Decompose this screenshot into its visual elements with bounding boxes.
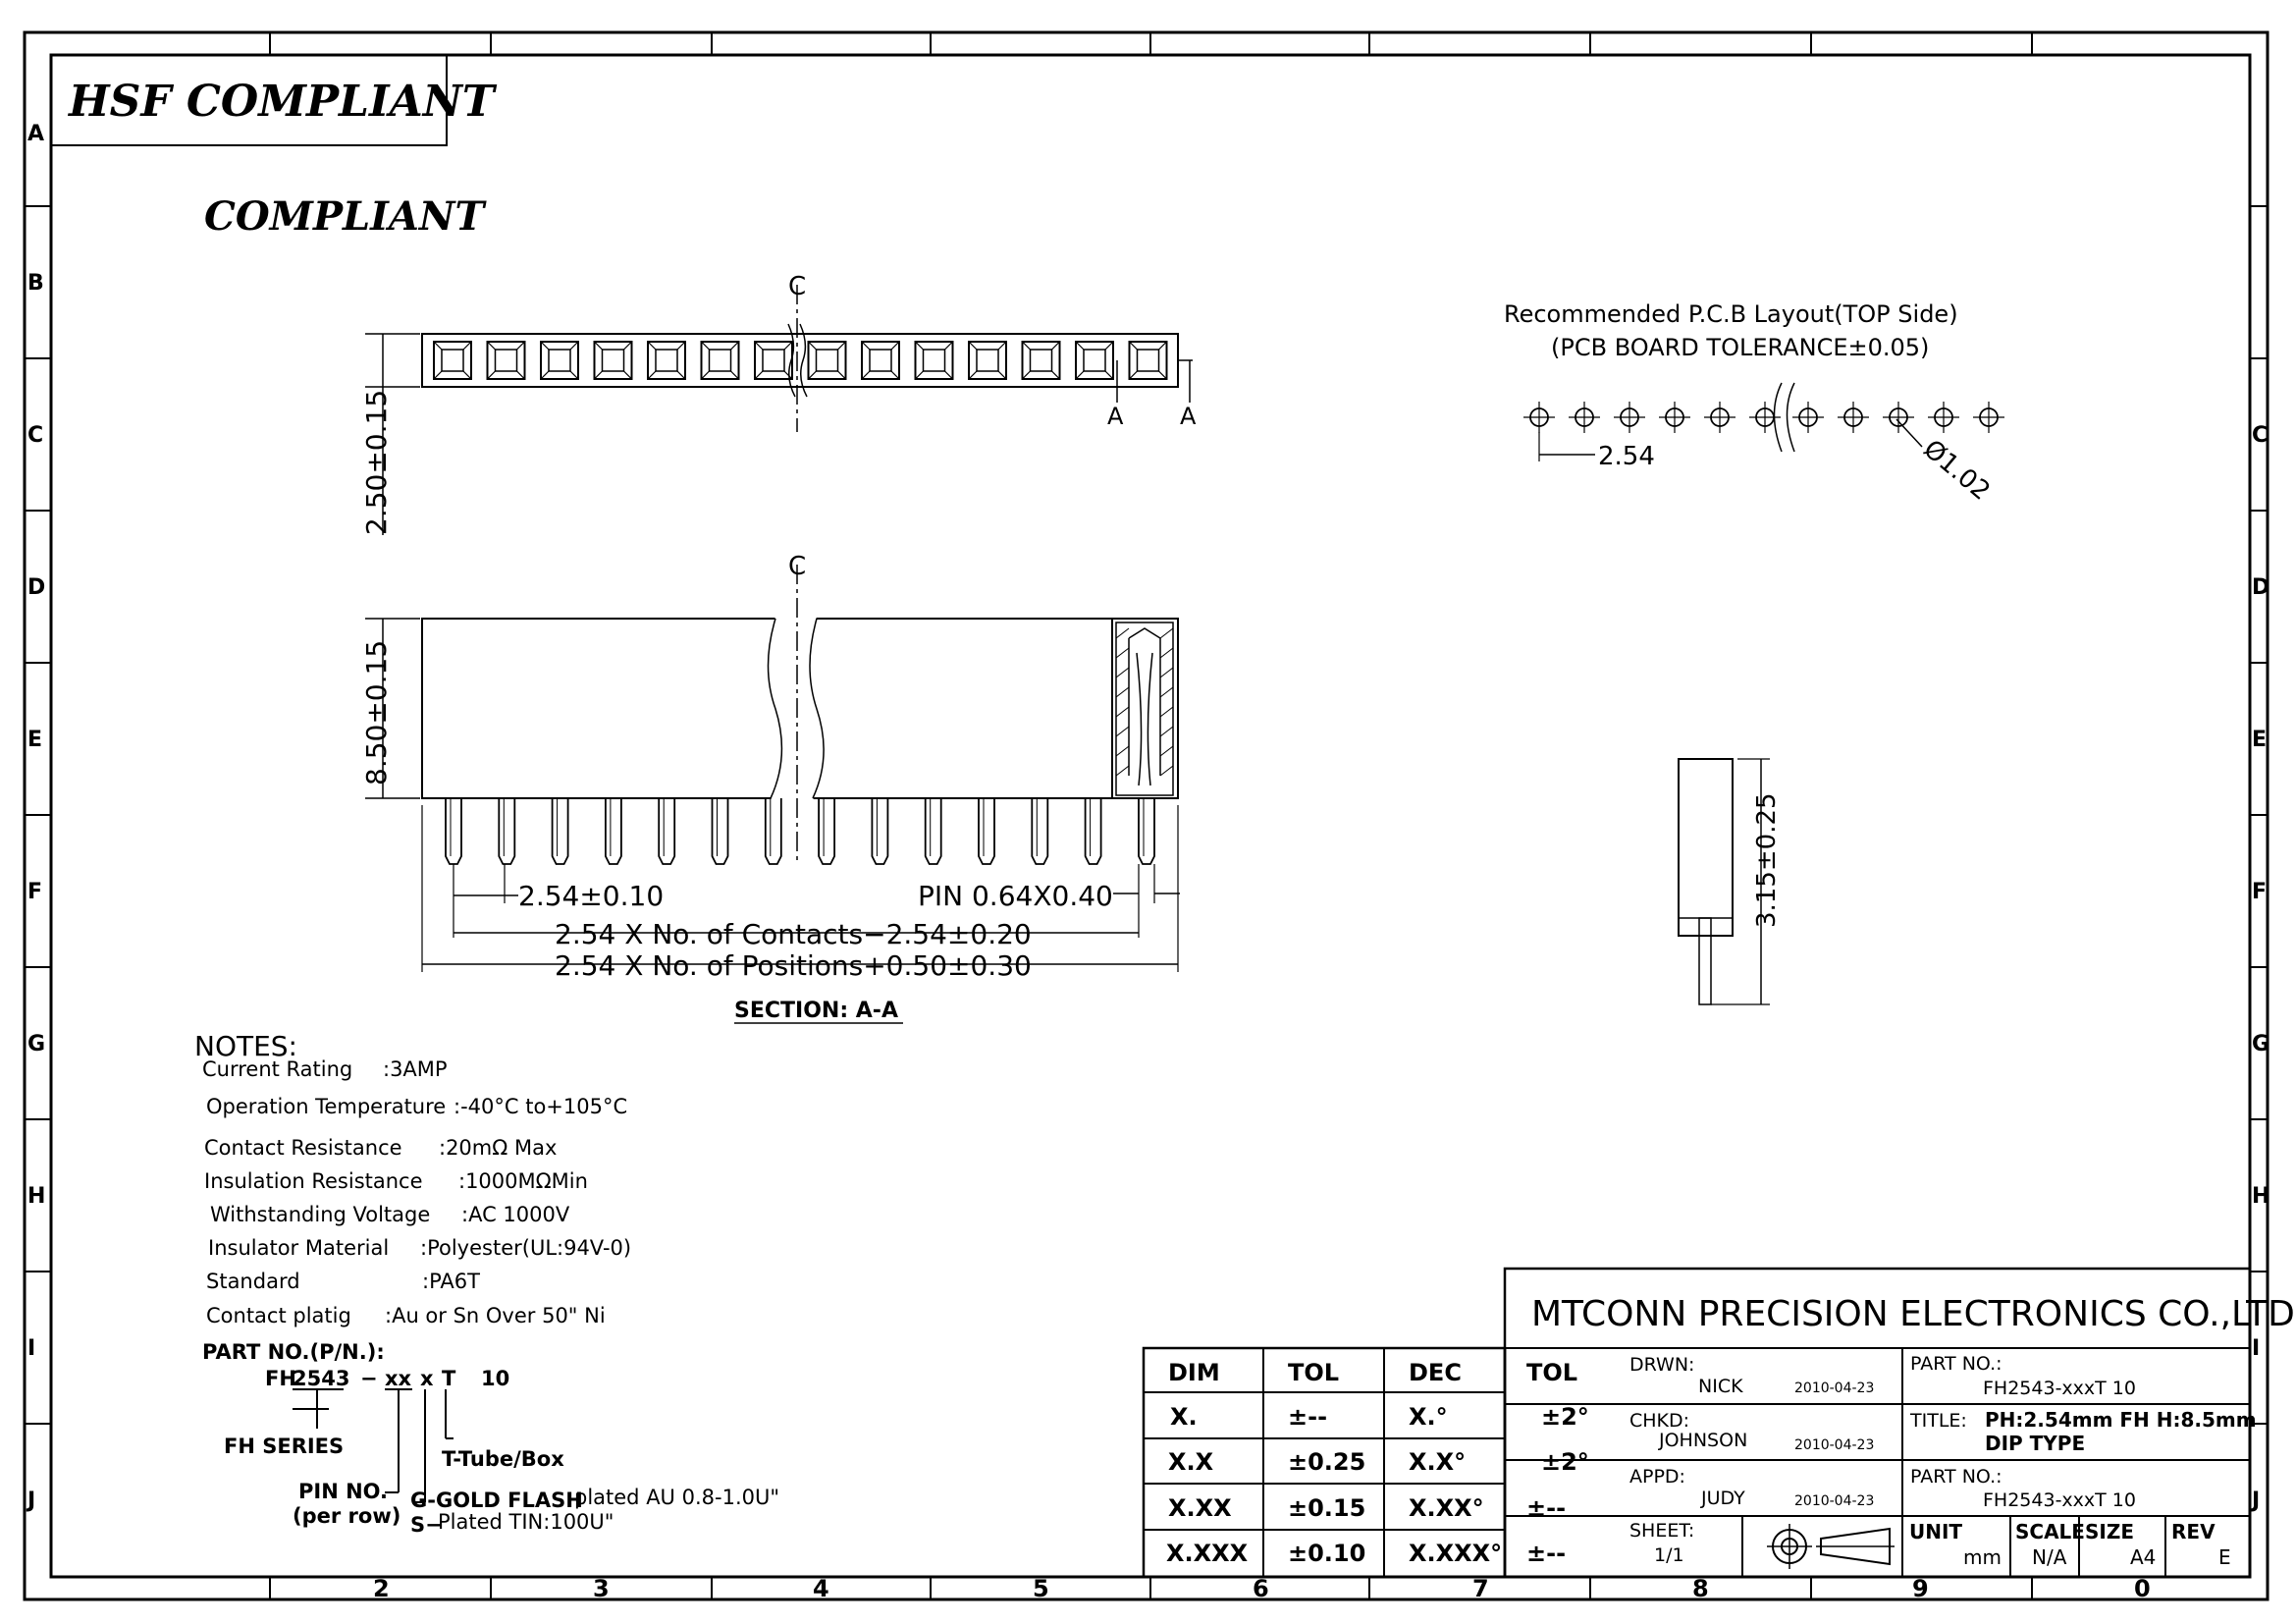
zone-letter-left: H — [27, 1184, 46, 1209]
table-cell: ±-- — [1288, 1403, 1328, 1431]
note-value: :AC 1000V — [461, 1203, 570, 1226]
chkd-date: 2010-04-23 — [1794, 1437, 1875, 1453]
zone-letter-left: E — [27, 728, 43, 752]
connector-front-view — [360, 552, 1180, 1023]
zone-number: 4 — [813, 1575, 829, 1602]
note-label: Insulation Resistance — [204, 1169, 423, 1193]
chkd-name: JOHNSON — [1659, 1430, 1748, 1451]
note-value: :20mΩ Max — [439, 1136, 558, 1160]
table-cell: X.XXX° — [1409, 1540, 1503, 1567]
centerline-label-front: C — [788, 552, 807, 581]
zone-number: 0 — [2134, 1575, 2151, 1602]
note-label: Withstanding Voltage — [210, 1203, 431, 1226]
section-a-left-label: A — [1107, 403, 1124, 430]
zone-letter-right: J — [2252, 1489, 2261, 1513]
zone-letter-left: G — [27, 1032, 46, 1056]
note-label: Insulator Material — [208, 1236, 390, 1260]
pin — [872, 798, 887, 864]
note-value: :-40°C to+105°C — [454, 1095, 628, 1118]
pin — [713, 798, 728, 864]
tin-code-label: S− — [410, 1513, 443, 1537]
pin — [979, 798, 994, 864]
size-label: SIZE — [2085, 1520, 2135, 1543]
gold-plating-detail: plated AU 0.8-1.0U" — [574, 1486, 780, 1509]
compliant-label: COMPLIANT — [204, 193, 485, 240]
table-cell: X.XXX — [1166, 1540, 1249, 1567]
table-cell: ±-- — [1526, 1494, 1567, 1522]
drwn-name: NICK — [1698, 1376, 1743, 1397]
pitch-dim: 2.54±0.10 — [518, 880, 665, 912]
projection-symbol-icon — [1767, 1524, 1895, 1569]
note-value: :Au or Sn Over 50" Ni — [385, 1304, 606, 1327]
side-view — [1679, 759, 1782, 1004]
part-code-package: T — [442, 1367, 456, 1390]
zone-number: 7 — [1472, 1575, 1489, 1602]
pcb-tolerance-note: (PCB BOARD TOLERANCE±0.05) — [1551, 334, 1930, 361]
pin — [446, 798, 461, 864]
note-value: :1000MΩMin — [458, 1169, 588, 1193]
chkd-label: CHKD: — [1629, 1410, 1690, 1432]
partno2-label: PART NO.: — [1910, 1466, 2002, 1488]
sheet-label: SHEET: — [1629, 1520, 1695, 1542]
fh-series-label: FH SERIES — [224, 1435, 345, 1458]
note-label: Current Rating — [202, 1057, 353, 1081]
table-cell: X.X° — [1409, 1448, 1467, 1476]
rev-value: E — [2218, 1545, 2231, 1569]
pin — [1032, 798, 1047, 864]
appd-date: 2010-04-23 — [1794, 1493, 1875, 1509]
zone-letter-right: D — [2252, 575, 2270, 600]
pin — [659, 798, 674, 864]
part-code-series: 2543 — [293, 1367, 350, 1390]
note-value: :PA6T — [422, 1270, 480, 1293]
positions-dim: 2.54 X No. of Positions+0.50±0.30 — [555, 949, 1032, 982]
pin-no-label: PIN NO. — [298, 1480, 389, 1503]
zone-number: 6 — [1253, 1575, 1269, 1602]
title-line-1: PH:2.54mm FH H:8.5mm — [1985, 1408, 2257, 1432]
part-number-legend — [202, 1340, 779, 1537]
pin — [926, 798, 941, 864]
table-cell: ±-- — [1526, 1540, 1567, 1567]
note-value: :Polyester(UL:94V-0) — [420, 1236, 632, 1260]
pcb-layout-title: Recommended P.C.B Layout(TOP Side) — [1504, 300, 1958, 328]
zone-number: 8 — [1692, 1575, 1709, 1602]
pin — [553, 798, 568, 864]
notes-section — [194, 1030, 631, 1327]
zone-letter-right: H — [2252, 1184, 2270, 1209]
zone-letter-right: I — [2252, 1336, 2261, 1361]
unit-value: mm — [1963, 1545, 2002, 1569]
zone-number: 3 — [593, 1575, 610, 1602]
pin — [1139, 798, 1154, 864]
table-cell: ±2° — [1541, 1403, 1589, 1431]
table-cell: ±0.15 — [1288, 1494, 1366, 1522]
part-code-rows: 10 — [481, 1367, 510, 1390]
notes-title: NOTES: — [194, 1030, 297, 1062]
pcb-pitch-dim: 2.54 — [1598, 442, 1655, 471]
zone-letter-left: I — [27, 1336, 36, 1361]
partno-label: PART NO.: — [1910, 1353, 2002, 1375]
partno2-value: FH2543-xxxT 10 — [1983, 1489, 2136, 1511]
table-cell: X. — [1170, 1403, 1198, 1431]
scale-value: N/A — [2032, 1545, 2067, 1569]
tolerance-table — [1144, 1348, 1589, 1577]
zone-letter-right: F — [2252, 880, 2268, 904]
pcb-hole-dim: Ø1.02 — [1917, 434, 1996, 507]
zone-letter-left: B — [27, 271, 44, 296]
part-no-title: PART NO.(P/N.): — [202, 1340, 385, 1364]
appd-name: JUDY — [1701, 1488, 1745, 1509]
rev-label: REV — [2171, 1520, 2216, 1543]
table-cell: ±2° — [1541, 1448, 1589, 1476]
contacts-dim: 2.54 X No. of Contacts−2.54±0.20 — [555, 918, 1032, 950]
table-header: DIM — [1168, 1359, 1220, 1386]
appd-label: APPD: — [1629, 1466, 1685, 1488]
title-line-2: DIP TYPE — [1985, 1432, 2086, 1455]
connector-top-view — [360, 272, 1197, 535]
note-label: Contact Resistance — [204, 1136, 402, 1160]
pin — [606, 798, 621, 864]
scale-label: SCALE — [2015, 1520, 2085, 1543]
zone-letter-left: C — [27, 423, 44, 448]
zone-letter-right: E — [2252, 728, 2268, 752]
company-name: MTCONN PRECISION ELECTRONICS CO.,LTD — [1531, 1294, 2295, 1334]
tin-plating-detail: Plated TIN:100U" — [438, 1510, 614, 1534]
table-cell: X.XX — [1168, 1494, 1232, 1522]
table-cell: X.° — [1409, 1403, 1448, 1431]
section-a-a-title: SECTION: A-A — [734, 999, 898, 1023]
table-cell: ±0.10 — [1288, 1540, 1366, 1567]
title-label: TITLE: — [1910, 1410, 1967, 1432]
pin — [499, 798, 514, 864]
part-code-plating: x — [420, 1367, 434, 1390]
zone-number: 5 — [1033, 1575, 1049, 1602]
zone-letter-left: J — [27, 1489, 36, 1513]
note-label: Contact platig — [206, 1304, 351, 1327]
size-value: A4 — [2130, 1545, 2157, 1569]
zone-number: 2 — [373, 1575, 390, 1602]
tube-box-label: T-Tube/Box — [442, 1447, 564, 1471]
side-view-dim: 3.15±0.25 — [1752, 792, 1782, 928]
drwn-date: 2010-04-23 — [1794, 1380, 1875, 1396]
per-row-label: (per row) — [293, 1504, 401, 1528]
note-label: Operation Temperature — [206, 1095, 447, 1118]
pin — [1086, 798, 1101, 864]
title-block — [1505, 1269, 2295, 1577]
zone-letter-right: G — [2252, 1032, 2270, 1056]
height-dim-8-50: 8.50±0.15 — [360, 639, 393, 785]
zone-letter-left: F — [27, 880, 43, 904]
note-label: Standard — [206, 1270, 300, 1293]
table-cell: X.X — [1168, 1448, 1214, 1476]
zone-letter-left: D — [27, 575, 46, 600]
hsf-compliant-label: HSF COMPLIANT — [69, 77, 495, 127]
zone-number: 9 — [1912, 1575, 1929, 1602]
table-header: DEC — [1409, 1359, 1462, 1386]
table-cell: X.XX° — [1409, 1494, 1484, 1522]
partno-value: FH2543-xxxT 10 — [1983, 1378, 2136, 1399]
pin — [766, 798, 781, 864]
zone-letter-left: A — [27, 122, 45, 146]
section-a-right-label: A — [1180, 403, 1197, 430]
drwn-label: DRWN: — [1629, 1354, 1695, 1376]
height-dim-2-50: 2.50±0.15 — [360, 389, 393, 535]
pin-size-dim: PIN 0.64X0.40 — [918, 880, 1113, 912]
part-code-pins: xx — [385, 1367, 412, 1390]
sheet-value: 1/1 — [1654, 1544, 1684, 1566]
part-code-fh: FH — [265, 1367, 296, 1390]
part-code-dash: − — [360, 1367, 378, 1390]
table-cell: ±0.25 — [1288, 1448, 1366, 1476]
note-value: :3AMP — [383, 1057, 448, 1081]
unit-label: UNIT — [1909, 1520, 1963, 1543]
table-header: TOL — [1526, 1359, 1578, 1386]
pcb-layout — [1504, 300, 2004, 507]
pin — [819, 798, 834, 864]
zone-letter-right: C — [2252, 423, 2269, 448]
centerline-label-top: C — [788, 272, 807, 301]
table-header: TOL — [1288, 1359, 1340, 1386]
gold-flash-label: G-GOLD FLASH — [410, 1489, 583, 1512]
